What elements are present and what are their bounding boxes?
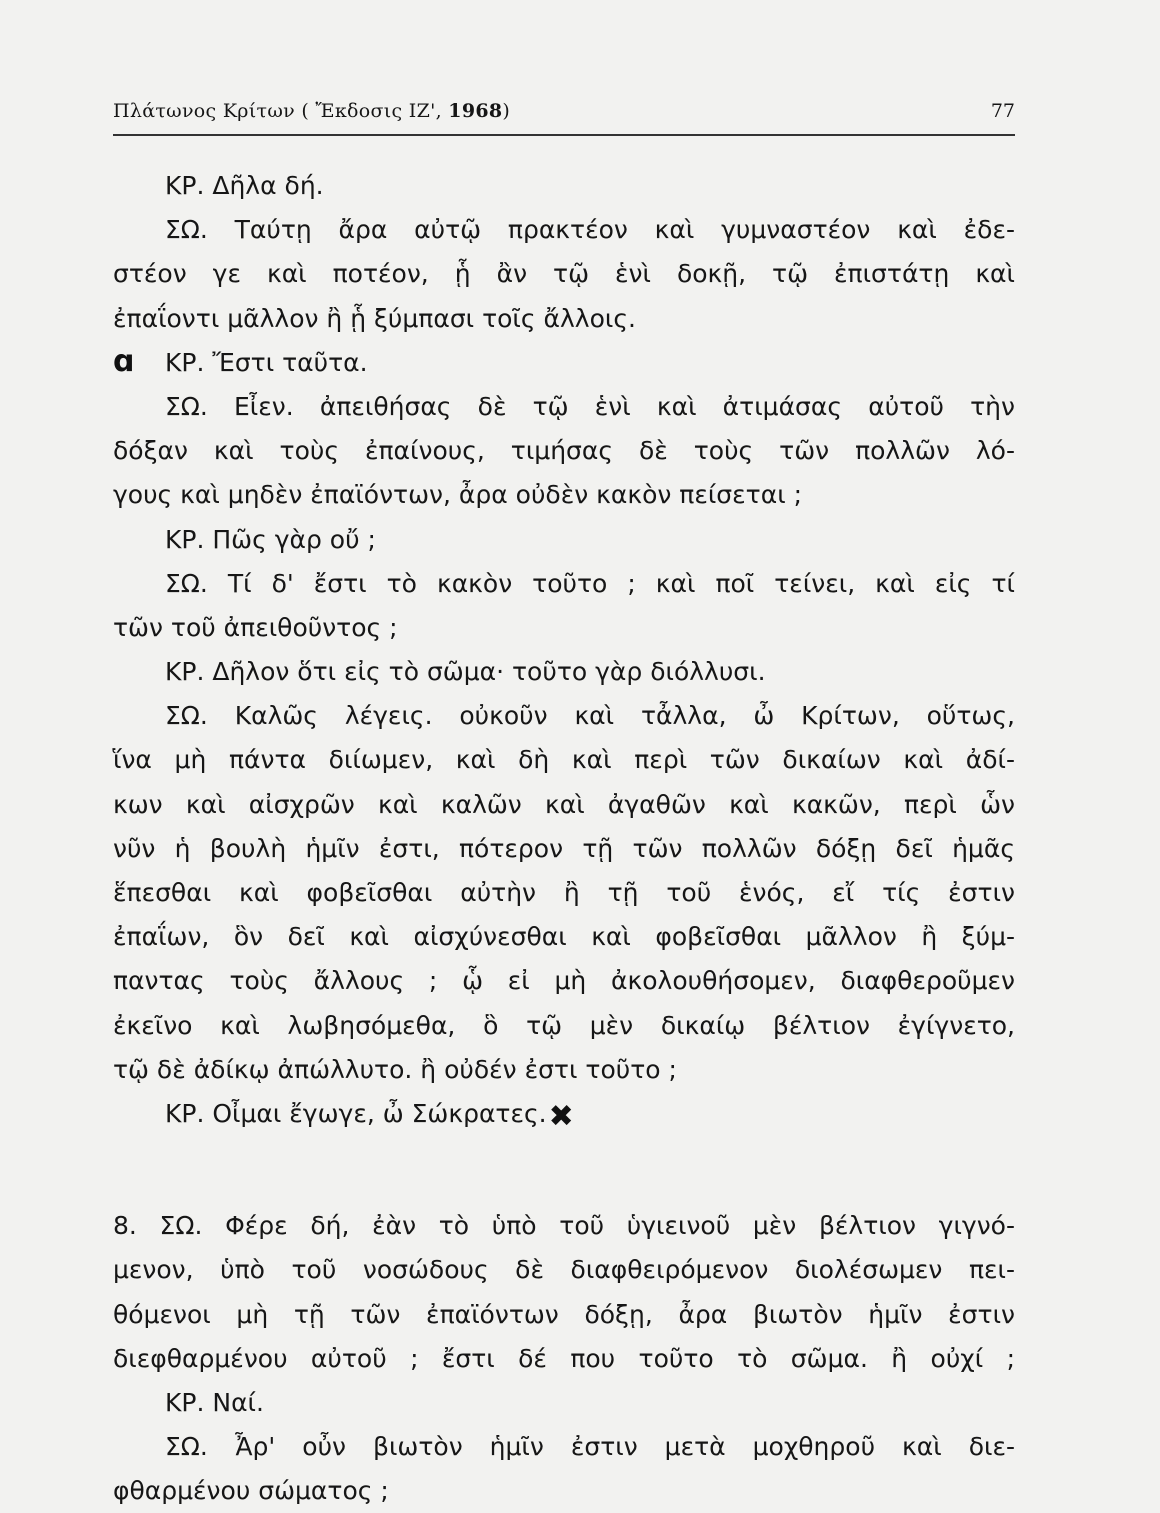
edition-year: 1968	[448, 100, 503, 122]
text-line: ΣΩ. Ταύτῃ ἄρα αὐτῷ πρακτέον καὶ γυμναστέον καὶ ἐδε-	[165, 215, 1015, 245]
text-line: ΚΡ. Ἔστι ταῦτα.	[165, 347, 368, 377]
text-line: ΣΩ. Τί δ' ἔστι τὸ κακὸν τοῦτο ; καὶ ποῖ τείνει, καὶ εἰς τί	[165, 568, 1015, 598]
page-number: 77	[990, 100, 1015, 122]
text-line: τῷ δὲ ἀδίκῳ ἀπώλλυτο. ἢ οὐδέν ἐστι τοῦτο ;	[113, 1054, 677, 1084]
text-line: δόξαν καὶ τοὺς ἐπαίνους, τιμήσας δὲ τοὺς τῶν πολλῶν λό-	[113, 436, 1015, 466]
dialogue-text	[113, 164, 1015, 1513]
end-mark-icon: ✖	[548, 1098, 574, 1134]
text-line: γους καὶ μηδὲν ἐπαϊόντων, ἆρα οὐδὲν κακὸν πείσεται ;	[113, 480, 803, 510]
text-line: στέον γε καὶ ποτέον, ᾗ ἂν τῷ ἑνὶ δοκῇ, τῷ ἐπιστάτῃ καὶ	[113, 259, 1015, 289]
text-line: ἕπεσθαι καὶ φοβεῖσθαι αὐτὴν ἢ τῇ τοῦ ἑνός, εἴ τίς ἐστιν	[113, 878, 1015, 907]
text-line: ΚΡ. Δῆλα δή.	[165, 171, 324, 200]
text-line-marked	[113, 341, 1015, 385]
text-line: ΚΡ. Οἶμαι ἔγωγε, ὦ Σώκρατες.	[165, 1098, 547, 1128]
running-title	[113, 100, 510, 122]
text-line: νῦν ἡ βουλὴ ἡμῖν ἐστι, πότερον τῇ τῶν πολλῶν δόξῃ δεῖ ἡμᾶς	[113, 833, 1015, 863]
text-line: ἐκεῖνο καὶ λωβησόμεθα, ὃ τῷ μὲν δικαίῳ βέλτιον ἐγίγνετο,	[113, 1010, 1015, 1040]
text-line: ΚΡ. Δῆλον ὅτι εἰς τὸ σῶμα· τοῦτο γὰρ διόλλυσι.	[165, 657, 766, 687]
text-line: παντας τοὺς ἄλλους ; ᾧ εἰ μὴ ἀκολουθήσομεν, διαφθεροῦμεν	[113, 966, 1015, 996]
running-title-text: Πλάτωνος Κρίτων ( Ἔκδοσις ΙΖ',	[113, 100, 449, 122]
text-line: θόμενοι μὴ τῇ τῶν ἐπαϊόντων δόξῃ, ἆρα βιωτὸν ἡμῖν ἐστιν	[113, 1299, 1015, 1329]
text-line: 8. ΣΩ. Φέρε δή, ἐὰν τὸ ὑπὸ τοῦ ὑγιεινοῦ μὲν βέλτιον γιγνό-	[113, 1211, 1015, 1241]
text-line: φθαρμένου σώματος ;	[113, 1476, 389, 1506]
running-title-close: )	[502, 100, 511, 122]
text-line: διεφθαρμένου αὐτοῦ ; ἔστι δέ που τοῦτο τὸ σῶμα. ἢ οὐχί ;	[113, 1343, 1015, 1373]
text-line: ἐπαΐοντι μᾶλλον ἢ ᾗ ξύμπασι τοῖς ἄλλοις.	[113, 303, 636, 333]
text-line-marked	[113, 1092, 1015, 1136]
text-line: ἐπαΐων, ὃν δεῖ καὶ αἰσχύνεσθαι καὶ φοβεῖσθαι μᾶλλον ἢ ξύμ-	[113, 922, 1015, 952]
text-line: ΣΩ. Ἆρ' οὖν βιωτὸν ἡμῖν ἐστιν μετὰ μοχθηροῦ καὶ διε-	[165, 1432, 1015, 1462]
text-line: ΣΩ. Εἶεν. ἀπειθήσας δὲ τῷ ἑνὶ καὶ ἀτιμάσας αὐτοῦ τὴν	[165, 391, 1015, 421]
running-header	[113, 100, 1015, 136]
margin-mark-icon: ɑ	[113, 343, 135, 379]
text-line: ΚΡ. Ναί.	[165, 1387, 264, 1417]
text-line: τῶν τοῦ ἀπειθοῦντος ;	[113, 612, 398, 642]
text-line: ἵνα μὴ πάντα διίωμεν, καὶ δὴ καὶ περὶ τῶν δικαίων καὶ ἀδί-	[113, 745, 1015, 775]
text-line: ΣΩ. Καλῶς λέγεις. οὐκοῦν καὶ τἆλλα, ὦ Κρίτων, οὕτως,	[165, 701, 1015, 731]
text-line: ΚΡ. Πῶς γὰρ οὔ ;	[165, 524, 376, 554]
section-gap	[113, 1136, 1015, 1204]
text-line: μενον, ὑπὸ τοῦ νοσώδους δὲ διαφθειρόμενον διολέσωμεν πει-	[113, 1255, 1015, 1285]
text-line: κων καὶ αἰσχρῶν καὶ καλῶν καὶ ἀγαθῶν καὶ κακῶν, περὶ ὧν	[113, 789, 1015, 819]
